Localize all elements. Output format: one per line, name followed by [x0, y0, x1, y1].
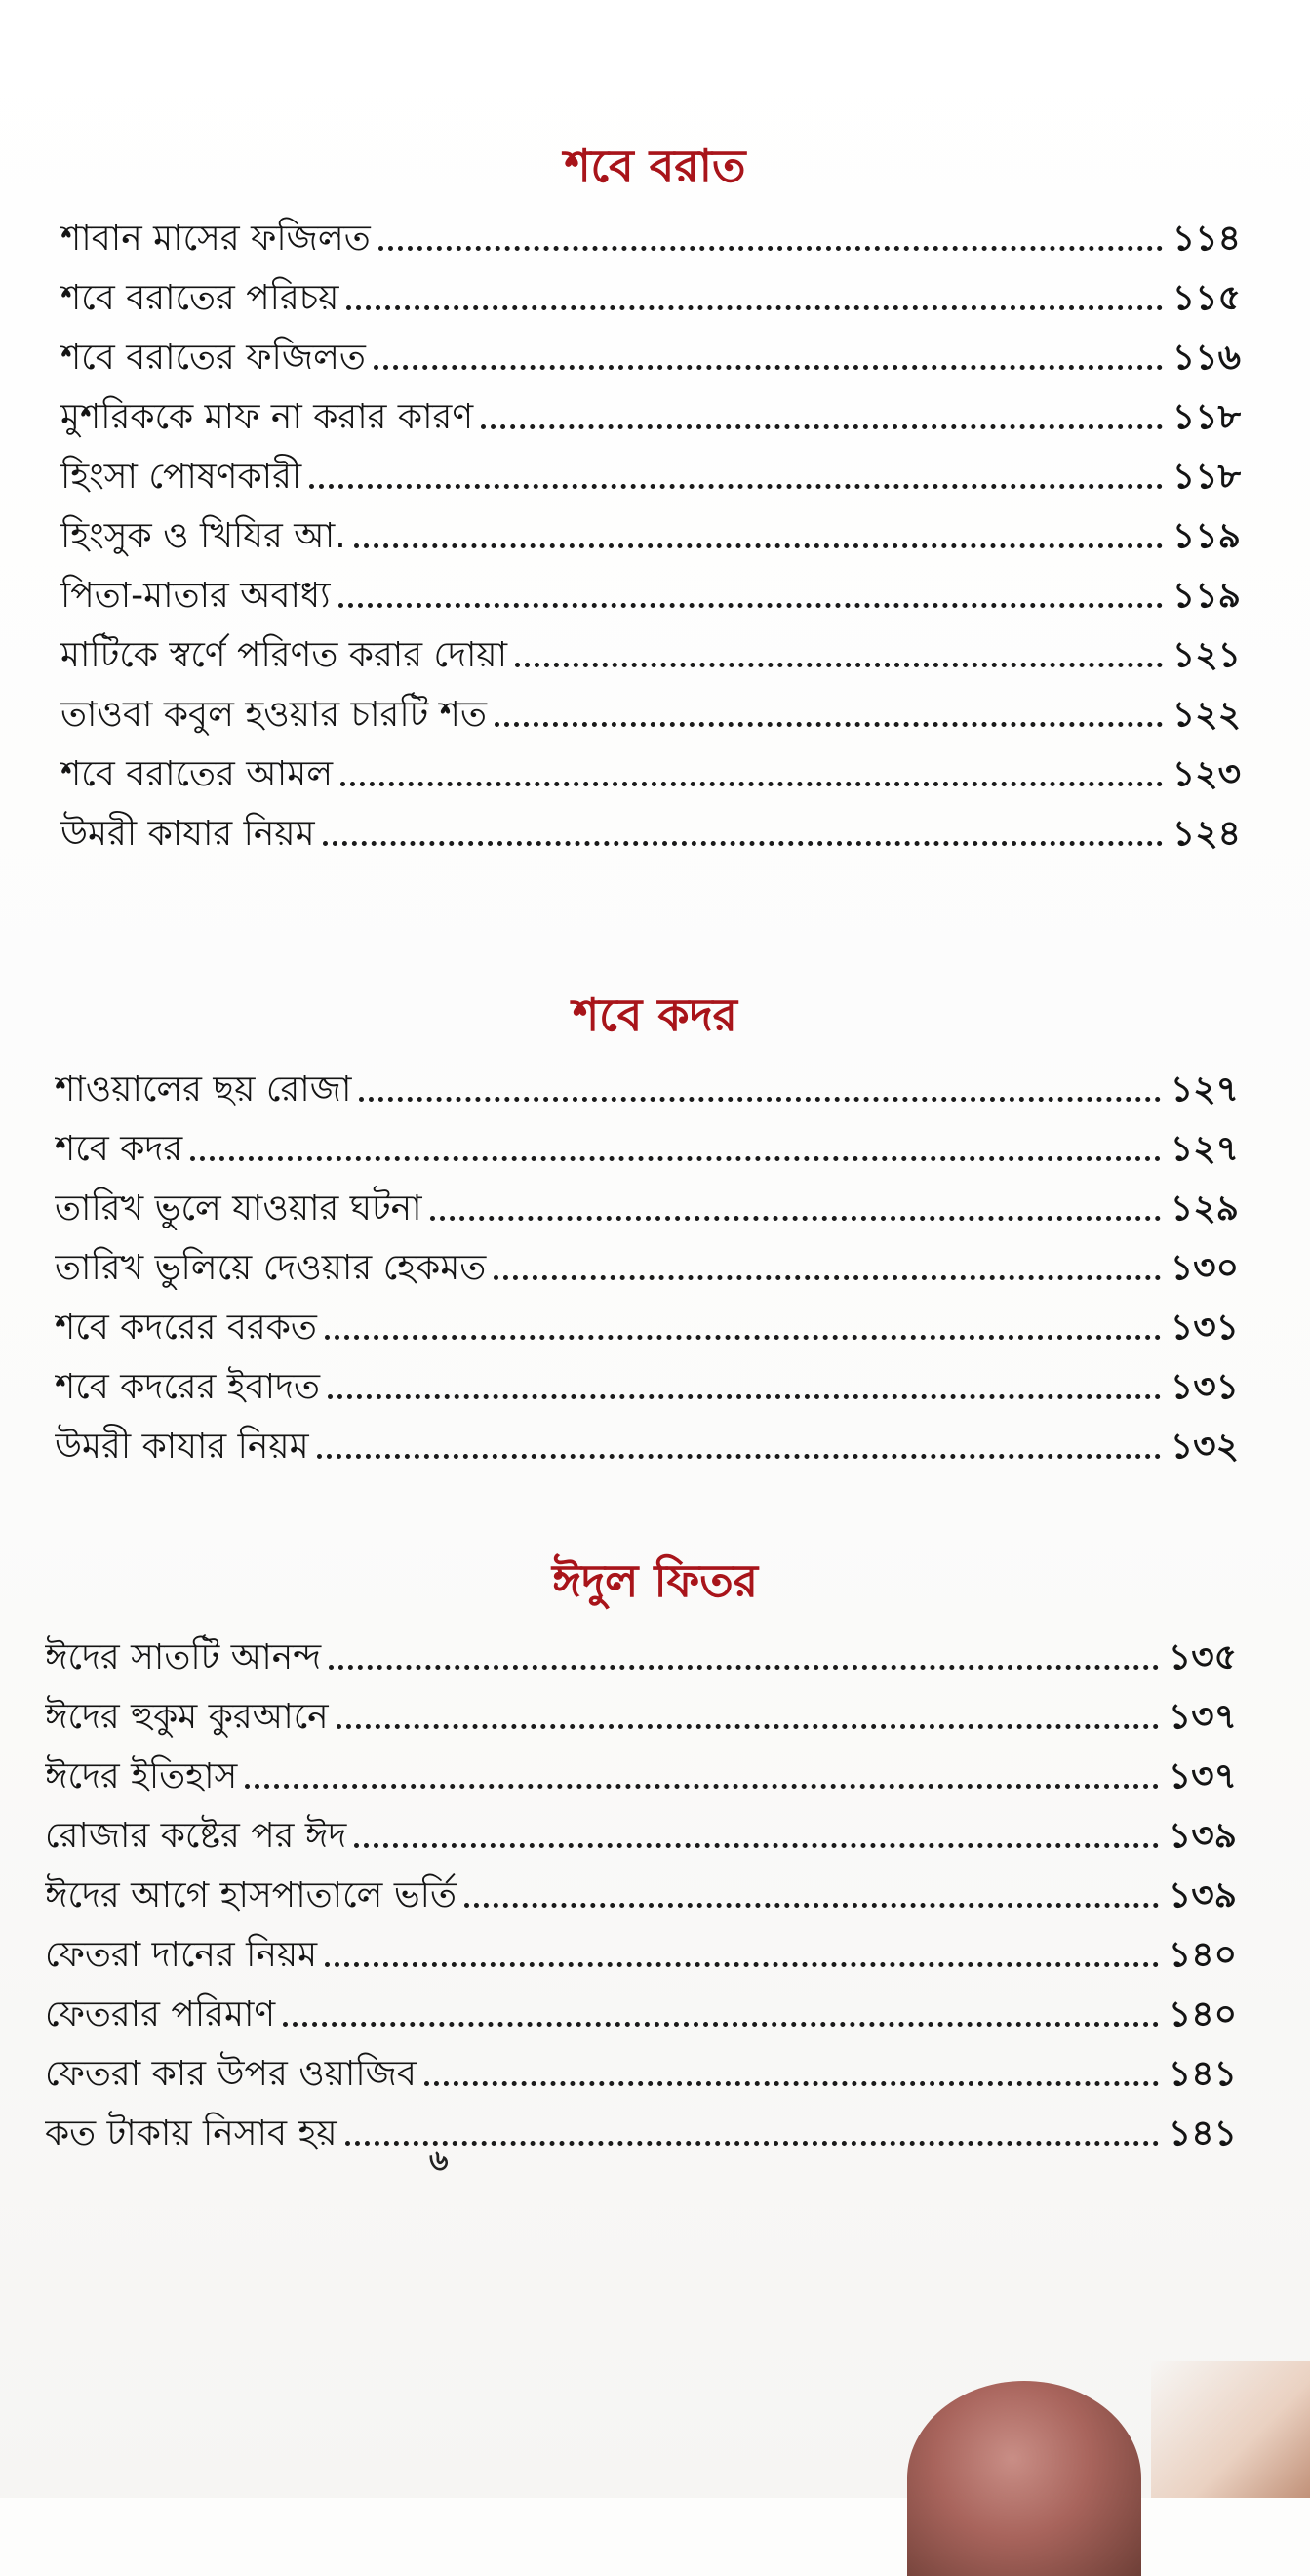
dot-leader: [345, 2141, 1159, 2146]
toc-entry-title: শবে বরাতের আমল: [60, 754, 334, 794]
toc-entry[interactable]: [45, 2036, 1237, 2096]
toc-entry-page: ১২২: [1171, 695, 1241, 735]
toc-list-shabe-qadr: [55, 1052, 1239, 1469]
toc-entry-page: ১৩১: [1170, 1367, 1239, 1407]
toc-entry-page: ১৩৭: [1168, 1697, 1237, 1737]
toc-list-eid-ul-fitr: [45, 1620, 1237, 2155]
toc-entry-page: ১১৮: [1171, 457, 1241, 497]
toc-entry-page: ১১৯: [1171, 576, 1241, 616]
toc-entry[interactable]: [55, 1290, 1239, 1349]
toc-entry-title: শাওয়ালের ছয় রোজা: [55, 1069, 352, 1109]
toc-entry[interactable]: [60, 558, 1241, 618]
dot-leader: [359, 1097, 1160, 1102]
toc-entry-page: ১১৫: [1171, 278, 1241, 318]
dot-leader: [424, 2081, 1159, 2086]
toc-entry[interactable]: [45, 2096, 1237, 2155]
toc-entry-title: ঈদের হুকুম কুরআনে: [45, 1697, 329, 1737]
toc-entry-page: ১৩৯: [1168, 1875, 1237, 1915]
dot-leader: [354, 543, 1163, 548]
section-title-shabe-qadr: শবে কদর: [573, 988, 737, 1041]
toc-entry[interactable]: [60, 380, 1241, 439]
toc-entry[interactable]: [60, 439, 1241, 499]
toc-entry-page: ১৪১: [1168, 2113, 1237, 2153]
dot-leader: [323, 841, 1163, 846]
toc-entry[interactable]: [60, 499, 1241, 558]
toc-entry[interactable]: [45, 1858, 1237, 1917]
toc-entry-page: ১৩১: [1170, 1308, 1239, 1348]
toc-entry-page: ১৩৭: [1168, 1756, 1237, 1796]
toc-entry-page: ১৩৯: [1168, 1816, 1237, 1856]
toc-entry-page: ১২৭: [1170, 1069, 1239, 1109]
toc-entry-page: ১৩২: [1170, 1427, 1239, 1467]
toc-entry-page: ১৪১: [1168, 2054, 1237, 2094]
dot-leader: [430, 1216, 1161, 1221]
toc-entry-page: ১১৮: [1171, 397, 1241, 437]
toc-entry-title: শবে বরাতের পরিচয়: [60, 278, 339, 318]
toc-entry[interactable]: [45, 1739, 1237, 1798]
toc-entry-title: ফেতরার পরিমাণ: [45, 1994, 276, 2034]
toc-entry[interactable]: [45, 1620, 1237, 1679]
toc-entry-title: উমরী কাযার নিয়ম: [60, 814, 315, 854]
toc-entry-page: ১৪০: [1168, 1935, 1237, 1975]
dot-leader: [190, 1156, 1161, 1161]
toc-entry[interactable]: [60, 201, 1241, 261]
toc-entry-page: ১২৯: [1170, 1188, 1239, 1228]
toc-entry-title: ঈদের সাতটি আনন্দ: [45, 1637, 322, 1677]
dot-leader: [337, 1724, 1159, 1729]
toc-entry-title: মাটিকে স্বর্ণে পরিণত করার দোয়া: [60, 635, 508, 675]
toc-entry-title: শবে কদরের বরকত: [55, 1308, 317, 1348]
section-title-eid-ul-fitr: ঈদুল ফিতর: [551, 1554, 759, 1607]
toc-entry-title: শবে কদরের ইবাদত: [55, 1367, 320, 1407]
thumb-photo-edge: [907, 2381, 1141, 2576]
toc-entry-title: কত টাকায় নিসাব হয়: [45, 2113, 337, 2153]
dot-leader: [374, 365, 1163, 370]
toc-entry[interactable]: [45, 1679, 1237, 1739]
toc-entry[interactable]: [60, 320, 1241, 380]
toc-entry-title: ফেতরা দানের নিয়ম: [45, 1935, 318, 1975]
toc-entry-title: রোজার কষ্টের পর ঈদ: [45, 1816, 347, 1856]
toc-entry[interactable]: [45, 1798, 1237, 1858]
page-number: ৬: [429, 2144, 449, 2178]
toc-entry[interactable]: [55, 1052, 1239, 1111]
toc-entry-page: ১২৩: [1171, 754, 1241, 794]
dot-leader: [329, 1665, 1159, 1670]
toc-entry-page: ১২৭: [1170, 1129, 1239, 1169]
toc-entry[interactable]: [45, 1977, 1237, 2036]
toc-entry[interactable]: [55, 1349, 1239, 1409]
toc-entry-title: শবে কদর: [55, 1129, 183, 1169]
toc-entry-title: পিতা-মাতার অবাধ্য: [60, 576, 331, 616]
dot-leader: [378, 246, 1163, 251]
toc-entry-page: ১১৪: [1171, 219, 1241, 259]
toc-entry[interactable]: [55, 1171, 1239, 1230]
toc-entry[interactable]: [60, 796, 1241, 856]
toc-entry[interactable]: [55, 1409, 1239, 1469]
toc-entry-title: শাবান মাসের ফজিলত: [60, 219, 371, 259]
toc-entry-page: ১৩৫: [1168, 1637, 1237, 1677]
dot-leader: [464, 1903, 1159, 1908]
toc-entry[interactable]: [60, 618, 1241, 677]
toc-list-shabe-barat: [60, 201, 1241, 856]
section-title-shabe-barat: শবে বরাত: [564, 140, 746, 192]
toc-entry-title: হিংসা পোষণকারী: [60, 457, 302, 497]
dot-leader: [309, 484, 1163, 489]
toc-entry[interactable]: [60, 737, 1241, 796]
dot-leader: [328, 1394, 1161, 1399]
toc-entry-title: তাওবা কবুল হওয়ার চারটি শত: [60, 695, 487, 735]
dot-leader: [515, 663, 1163, 667]
dot-leader: [346, 305, 1162, 310]
toc-entry-title: তারিখ ভুলিয়ে দেওয়ার হেকমত: [55, 1248, 487, 1288]
toc-entry[interactable]: [60, 677, 1241, 737]
toc-entry[interactable]: [55, 1230, 1239, 1290]
dot-leader: [340, 782, 1163, 786]
dot-leader: [325, 1962, 1159, 1967]
toc-entry-page: ১১৯: [1171, 516, 1241, 556]
dot-leader: [245, 1784, 1159, 1789]
toc-entry-title: হিংসুক ও খিযির আ.: [60, 516, 346, 556]
dot-leader: [495, 722, 1163, 727]
toc-entry[interactable]: [55, 1111, 1239, 1171]
toc-entry-title: উমরী কাযার নিয়ম: [55, 1427, 309, 1467]
toc-entry[interactable]: [60, 261, 1241, 320]
dot-leader: [481, 424, 1163, 429]
dot-leader: [494, 1275, 1160, 1280]
dot-leader: [283, 2022, 1159, 2027]
toc-entry-page: ১২১: [1171, 635, 1241, 675]
dot-leader: [354, 1843, 1159, 1848]
toc-entry-page: ১৪০: [1168, 1994, 1237, 2034]
toc-entry-title: শবে বরাতের ফজিলত: [60, 338, 366, 378]
toc-entry-title: ফেতরা কার উপর ওয়াজিব: [45, 2054, 417, 2094]
dot-leader: [338, 603, 1163, 608]
dot-leader: [325, 1335, 1161, 1340]
toc-entry-page: ১২৪: [1171, 814, 1241, 854]
toc-entry-title: তারিখ ভুলে যাওয়ার ঘটনা: [55, 1188, 422, 1228]
page-corner-shadow: [1151, 2361, 1310, 2498]
toc-entry-title: মুশরিককে মাফ না করার কারণ: [60, 397, 474, 437]
toc-entry-title: ঈদের ইতিহাস: [45, 1756, 238, 1796]
toc-entry-title: ঈদের আগে হাসপাতালে ভর্তি: [45, 1875, 457, 1915]
toc-entry-page: ১৩০: [1170, 1248, 1239, 1288]
dot-leader: [317, 1454, 1161, 1459]
toc-entry[interactable]: [45, 1917, 1237, 1977]
toc-entry-page: ১১৬: [1171, 338, 1241, 378]
